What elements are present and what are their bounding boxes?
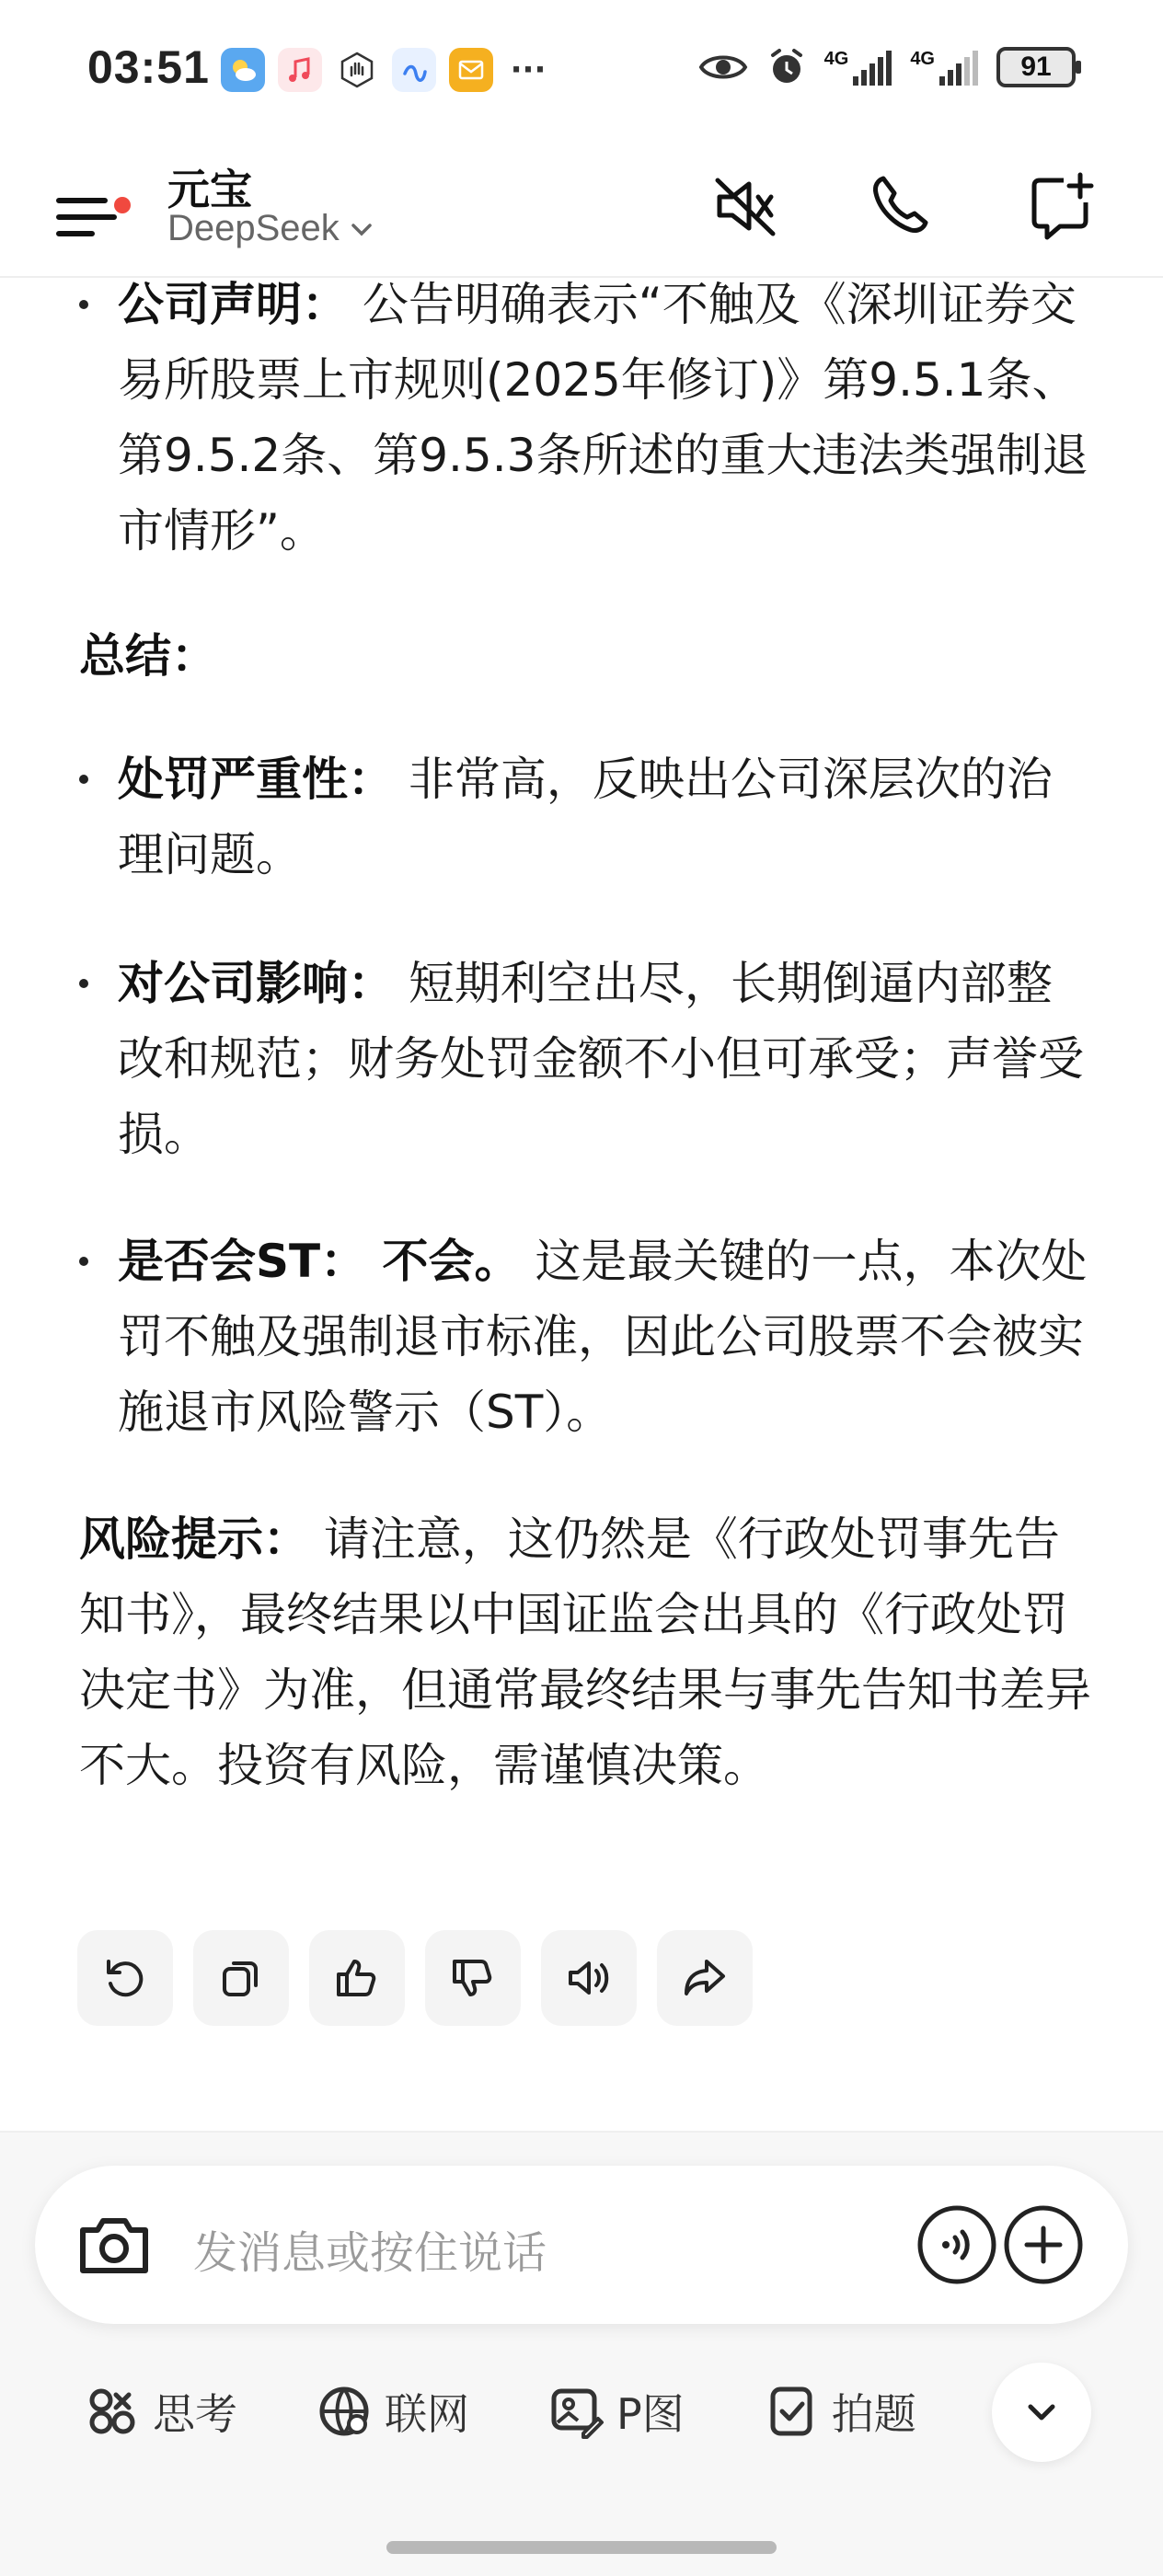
share-button[interactable] [657,1930,753,2026]
list-item-text: 短期利空出尽，长期倒逼内部整改和规范；财务处罚金额不小但可承受；声誉受损。 [118,957,1084,1161]
unread-dot [114,197,131,213]
tool-label: 思考 [153,2389,237,2439]
list-item [79,267,1091,569]
image-edit-icon [547,2382,605,2441]
risk-label: 风险提示： [79,1512,309,1566]
tool-label: 拍题 [831,2389,916,2439]
thumbs-down-icon [447,1952,499,2004]
signal-1 [824,49,894,86]
app-notification-icon [392,48,436,92]
add-attachment-button[interactable] [1001,2202,1086,2287]
tool-photo-question[interactable] [762,2381,916,2442]
photo-question-icon [762,2382,821,2441]
like-button[interactable] [309,1930,405,2026]
message-actions [77,1930,753,2026]
camera-icon [72,2202,156,2287]
chat-header [0,138,1163,278]
risk-text: 请注意，这仍然是《行政处罚事先告知书》，最终结果以中国证监会出具的《行政处罚决定书》为准，但通常最终结果与事先告知书差异不大。投资有风险，需谨慎决策。 [79,1512,1091,1792]
tool-label: P图 [616,2389,685,2439]
share-icon [679,1952,731,2004]
mail-icon [449,48,493,92]
menu-icon [53,175,131,252]
bullet [79,1257,88,1266]
globe-icon [315,2382,374,2441]
list-item-label: 公司声明： [118,278,348,331]
think-icon [83,2382,142,2441]
speaker-muted-icon [708,169,782,243]
list-item-text: 非常高，反映出公司深层次的治理问题。 [118,753,1053,881]
network-type-2: 4G [910,49,935,69]
list-item-text: 公告明确表示“不触及《深圳证券交易所股票上市规则(2025年修订)》第9.5.1条、第9.5.2条、第9.5.3条所述的重大违法类强制退市情形”。 [118,278,1088,558]
thumbs-up-icon [331,1952,383,2004]
mute-button[interactable] [699,160,791,252]
tool-image-edit[interactable] [547,2381,685,2442]
network-type-1: 4G [823,49,849,69]
list-item-label: 是否会ST： [118,1235,367,1288]
new-chat-button[interactable] [1014,160,1106,252]
speaker-icon [563,1952,615,2004]
model-name: DeepSeek [167,208,340,248]
menu-button[interactable] [53,175,131,252]
new-chat-icon [1023,169,1097,243]
tool-web-search[interactable] [315,2381,469,2442]
voice-wave-icon [915,2202,999,2287]
alarm-icon [766,46,808,88]
signal-bars-icon [851,49,893,86]
list-item-answer: 不会。 [366,1235,521,1288]
refresh-icon [99,1952,151,2004]
eye-icon [697,49,749,86]
home-indicator[interactable] [386,2541,777,2554]
list-item-label: 处罚严重性： [118,753,394,806]
read-aloud-button[interactable] [541,1930,637,2026]
copy-icon [215,1952,267,2004]
more-notifications: ··· [510,52,547,88]
app-title: 元宝 [167,165,252,214]
bullet [79,300,88,309]
voice-call-button[interactable] [915,2202,999,2287]
status-time: 03:51 [87,41,210,93]
camera-button[interactable] [72,2202,156,2287]
copy-button[interactable] [193,1930,289,2026]
battery-indicator [996,47,1076,87]
chevron-down-icon [349,216,374,242]
model-selector[interactable] [167,208,374,249]
chevron-down-icon [1019,2390,1064,2434]
signal-bars-icon [938,49,980,86]
list-item-text: 这是最关键的一点，本次处罚不触及强制退市标准，因此公司股票不会被实施退市风险警示（ST）。 [118,1235,1088,1439]
dislike-button[interactable] [425,1930,521,2026]
input-placeholder[interactable]: 发消息或按住说话 [193,2227,547,2279]
music-icon [278,48,322,92]
battery-level: 91 [1020,52,1052,82]
notification-icons [221,48,550,92]
risk-warning [79,1501,1091,1803]
tool-label: 联网 [385,2389,469,2439]
bullet [79,775,88,784]
call-button[interactable] [856,160,948,252]
hand-icon [335,48,379,92]
signal-2 [910,49,980,86]
collapse-tools-button[interactable] [992,2363,1091,2462]
weather-icon [221,48,265,92]
message-input[interactable] [35,2166,1128,2324]
status-bar [0,0,1163,138]
bullet [79,979,88,988]
list-item [79,1224,1091,1450]
plus-icon [1001,2202,1086,2287]
tool-think[interactable] [83,2381,237,2442]
list-item-label: 对公司影响： [118,957,394,1010]
composer-area [0,2131,1163,2576]
regenerate-button[interactable] [77,1930,173,2026]
phone-icon [865,169,938,243]
summary-heading: 总结： [79,629,217,683]
status-right [697,46,1076,88]
list-item [79,742,1091,892]
list-item [79,946,1091,1172]
tool-bar [83,2381,994,2442]
